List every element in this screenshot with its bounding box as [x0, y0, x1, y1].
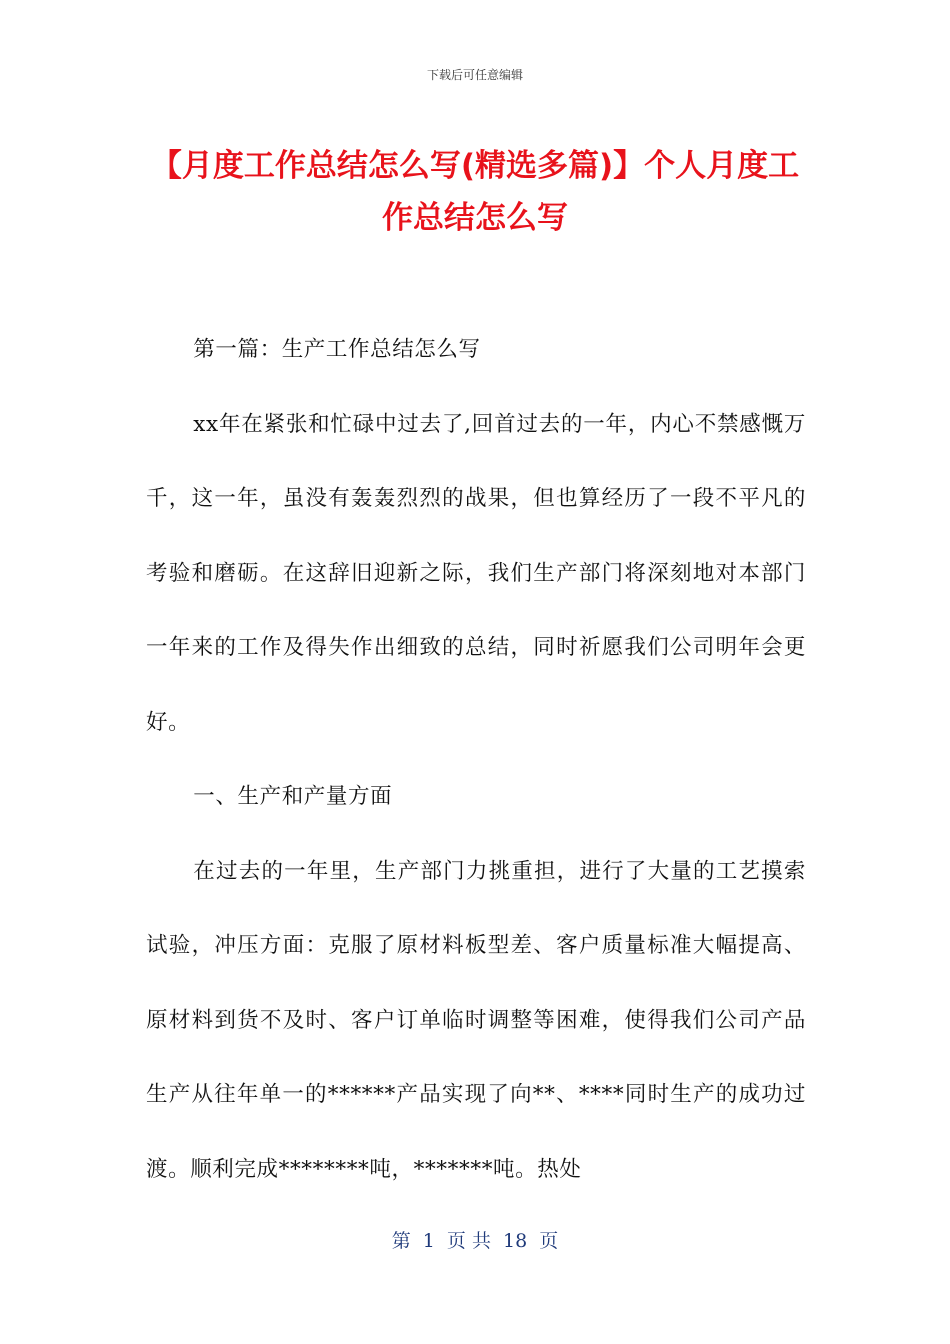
- document-title: 【月度工作总结怎么写(精选多篇)】个人月度工作总结怎么写: [150, 148, 800, 236]
- body-paragraph: xx年在紧张和忙碌中过去了,回首过去的一年，内心不禁感慨万千，这一年，虽没有轰轰烈烈的战果，但也算经历了一段不平凡的考验和磨砺。在这辞旧迎新之际，我们生产部门将深刻地对本部门一年来的工作及得失作出细致的总结，同时祈愿我们公司明年会更好。: [146, 411, 806, 735]
- document-body: [146, 313, 806, 1207]
- header-note: 下载后可任意编辑: [426, 68, 523, 82]
- page-number: 第 1 页 共 18 页: [391, 1230, 559, 1252]
- section-heading: 一、生产和产量方面: [193, 784, 393, 809]
- body-paragraph: 在过去的一年里，生产部门力挑重担，进行了大量的工艺摸索试验，冲压方面：克服了原材料板型差、客户质量标准大幅提高、原材料到货不及时、客户订单临时调整等困难，使得我们公司产品生产从往年单一的******产品实现了向**、****同时生产的成功过渡。顺利完成********吨，*******吨。热处: [146, 858, 806, 1182]
- section-heading: 第一篇：生产工作总结怎么写: [193, 337, 481, 362]
